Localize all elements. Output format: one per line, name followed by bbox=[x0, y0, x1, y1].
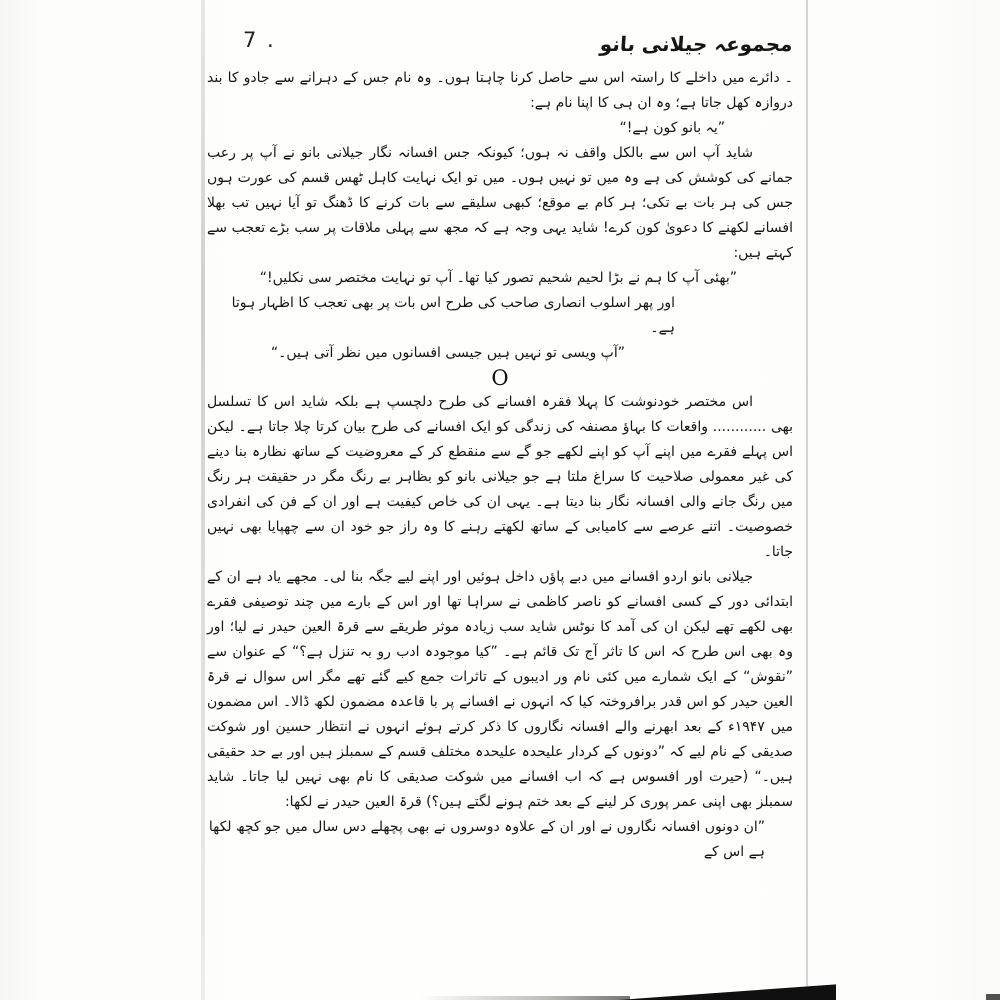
section-divider: O bbox=[491, 366, 509, 390]
line-ansari-remark: اور پھر اسلوب انصاری صاحب کی طرح اس بات پر بھی تعجب کا اظہار ہوتا ہے۔ bbox=[231, 295, 675, 336]
dialogue-quote-waisi: ”آپ ویسی تو نہیں ہیں جیسی افسانوں میں نظر آتی ہیں۔“ bbox=[270, 345, 625, 361]
scan-smudge bbox=[420, 996, 630, 1000]
page-number: 7 . bbox=[243, 28, 276, 52]
opening-paragraph: ۔ دائرے میں داخلے کا راستہ اس سے حاصل کرنا چاہتا ہوں۔ وہ نام جس کے دہرانے سے جادو کا بند دروازہ کھل جاتا ہے؛ وہ ان ہی کا اپنا نام ہے: bbox=[207, 70, 793, 111]
paragraph-shayad: شاید آپ اس سے بالکل واقف نہ ہوں؛ کیونکہ جس افسانہ نگار جیلانی بانو نے آپ پر رعب جمانے کی کوشش کی ہے وہ میں تو نہیں ہوں۔ میں تو ایک نہایت کاہل ٹھس قسم کی عورت ہوں جس کی ہر بات بے تکی؛ ہر کام بے موقع؛ کبھی سلیقے سے بات کرنے کا ڈھنگ تو آیا نہیں تب بھلا افسانے لکھنے کا دعویٰ کون کرے! شاید یہی وجہ ہے کہ مجھ سے پہلی ملاقات پر سب بڑے تعجب سے کہتے ہیں: bbox=[207, 145, 793, 261]
page-edge-line bbox=[806, 0, 808, 1000]
paragraph-jilani-bano: جیلانی بانو اردو افسانے میں دبے پاؤں داخل ہوئیں اور اپنے لیے جگہ بنا لی۔ مجھے یاد ہے ان کے ابتدائی دور کے کسی افسانے کو ناصر کاظمی نے سراہا تھا اور اس کے بارے میں چند توصیفی فقرے بھی لکھے تھے لیکن ان کی آمد کا نوٹس شاید سب زیادہ موثر طریقے سے قرۃ العین حیدر نے لیا؛ اور وہ بھی اس طرح کہ اس کا تاثر آج تک قائم ہے۔ ”کیا موجودہ ادب رو بہ تنزل ہے؟“ کے عنوان سے ”نقوش“ کے ایک شمارے میں کئی نام ور ادیبوں کے تاثرات جمع کیے گئے تھے مگر اس سوال نے قرۃ العین حیدر کو اس قدر برافروختہ کیا کہ انہوں نے افسانے پر با قاعدہ مضمون لکھ ڈالا۔ اس مضمون میں ۱۹۴۷ء کے بعد ابھرنے والے افسانہ نگاروں کا ذکر کرتے ہوئے انہوں نے انتظار حسین اور شوکت صدیقی کے نام لیے کہ ”دونوں کے کردار علیحدہ علیحدہ مختلف قسم کے سمبلز ہیں اور بے حد حقیقی ہیں۔“ (حیرت اور افسوس ہے کہ اب افسانے میں شوکت صدیقی کا نام بھی نہیں لیا جاتا۔ شاید سمبلز بھی اپنی عمر پوری کر لینے کے بعد ختم ہونے لگتے ہیں؟) قرۃ العین حیدر نے لکھا: bbox=[207, 569, 794, 810]
dialogue-quote-banu: ”یہ بانو کون ہے!“ bbox=[619, 120, 725, 136]
page-fold-shadow bbox=[201, 0, 205, 1000]
body-text bbox=[207, 66, 793, 865]
scan-speck bbox=[986, 994, 1000, 1000]
dialogue-quote-bhai: ”بھئی آپ کا ہم نے بڑا لحیم شحیم تصور کیا تھا۔ آپ تو نہایت مختصر سی نکلیں!“ bbox=[259, 270, 737, 286]
scan-artifact-corner bbox=[618, 983, 836, 1000]
header-title: مجموعہ جیلانی بانو bbox=[599, 32, 794, 56]
paragraph-khudnawisht: اس مختصر خودنوشت کا پہلا فقرہ افسانے کی طرح دلچسپ ہے بلکہ شاید اس کا تسلسل بھی ............ واقعات کا بہاؤ مصنفہ کی زندگی کو ایک افسانے کی طرح بیان کرتا چلا جاتا ہے۔ لیکن اس پہلے فقرے میں اپنے آپ کو اپنے لکھے جو گے سے منقطع کر کے معروضیت کے ساتھ نظارہ بنا دینے کی غیر معمولی صلاحیت کا سراغ ملتا ہے جو جیلانی بانو کو بظاہر بے رنگ مگر در حقیقت ہر رنگ میں رنگ جانے والی افسانہ نگار بنا دیتا ہے۔ یہی ان کی خاص کیفیت ہے اور ان کے فن کی انفرادی خصوصیت۔ اتنے عرصے سے کامیابی کے ساتھ لکھتے رہنے کا وہ راز جو خود ان سے چھپایا بھی نہیں جاتا۔ bbox=[207, 394, 793, 560]
blockquote-qurratulain: ”ان دونوں افسانہ نگاروں نے اور ان کے علاوہ دوسروں نے بھی پچھلے دس سال میں جو کچھ لکھا ہے اس کے bbox=[208, 819, 765, 860]
